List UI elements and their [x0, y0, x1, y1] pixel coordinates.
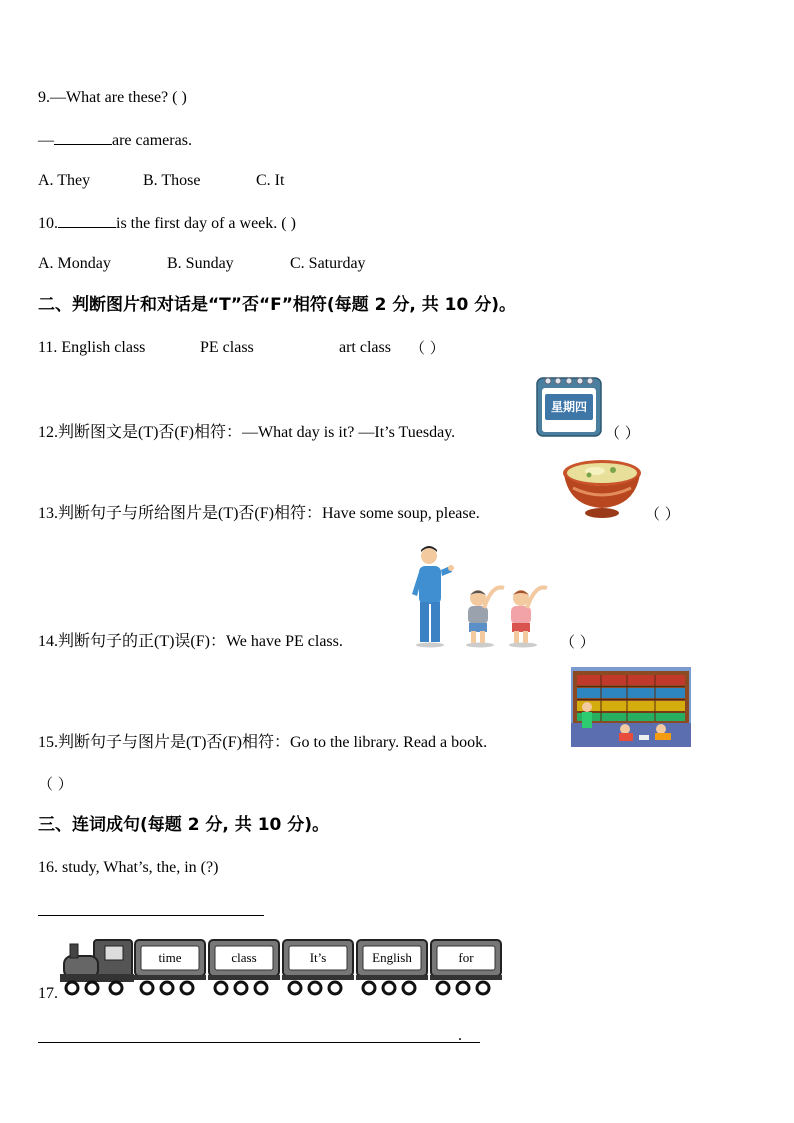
locomotive-icon	[60, 938, 134, 998]
q16-answer-line[interactable]	[38, 915, 264, 916]
car-word-for: for	[458, 950, 474, 965]
q9-answer-blank[interactable]	[54, 130, 112, 145]
q11-line	[38, 338, 145, 358]
q14-answer-paren[interactable]: （ ）	[560, 633, 595, 651]
soup-bowl-image	[561, 458, 643, 520]
q9-answer-prefix: —	[38, 132, 54, 149]
q9-answer-line	[38, 130, 192, 151]
q12-text: 12.判断图文是(T)否(F)相符：—What day is it? —It’s Tuesday.	[38, 424, 456, 441]
q9-option-a[interactable]: A. They	[38, 172, 91, 189]
q12-answer-paren[interactable]: （ ）	[605, 424, 640, 442]
train-car-3[interactable]	[282, 938, 354, 998]
q10-prefix: 10.	[38, 215, 58, 232]
q9-question: 9.—What are these? ( )	[38, 89, 187, 106]
section-3-title: 三、连词成句(每题 2 分, 共 10 分)。	[38, 815, 330, 835]
car-word-class: class	[231, 950, 257, 965]
q9-answer-suffix: are cameras.	[112, 132, 192, 149]
q11-item-pe: PE class	[200, 339, 254, 356]
q13-text: 13.判断句子与所给图片是(T)否(F)相符：Have some soup, please.	[38, 505, 480, 522]
q11-answer-paren[interactable]: （ ）	[410, 339, 445, 357]
car-word-its: It’s	[309, 950, 327, 965]
q11-item-art: art class	[339, 339, 391, 356]
q15-text: 15.判断句子与图片是(T)否(F)相符：Go to the library. Read a book.	[38, 734, 488, 751]
pe-class-image	[408, 544, 554, 648]
section-2-title: 二、判断图片和对话是“T”否“F”相符(每题 2 分, 共 10 分)。	[38, 295, 516, 315]
q10-answer-blank[interactable]	[58, 213, 116, 228]
q11-number: 11.	[38, 339, 58, 356]
train-car-1[interactable]	[134, 938, 206, 998]
train-car-2[interactable]	[208, 938, 280, 998]
q17-end-mark: .	[458, 1027, 462, 1044]
calendar-label: 星期四	[550, 400, 587, 414]
q14-text: 14.判断句子的正(T)误(F)：We have PE class.	[38, 633, 343, 650]
train-car-4[interactable]	[356, 938, 428, 998]
q10-option-a[interactable]: A. Monday	[38, 255, 111, 272]
q10-option-b[interactable]: B. Sunday	[167, 255, 234, 272]
q13-answer-paren[interactable]: （ ）	[645, 505, 680, 523]
q10-suffix: is the first day of a week. ( )	[116, 215, 296, 232]
train-car-5[interactable]	[430, 938, 502, 998]
calendar-image	[536, 372, 602, 438]
q16-text: 16. study, What’s, the, in (?)	[38, 859, 219, 876]
library-image	[571, 667, 691, 747]
q10-option-c[interactable]: C. Saturday	[290, 255, 366, 272]
car-word-time: time	[158, 950, 182, 965]
q9-option-c[interactable]: C. It	[256, 172, 285, 189]
q11-item-english: English class	[61, 339, 146, 356]
car-word-english: English	[372, 950, 412, 965]
q9-option-b[interactable]: B. Those	[143, 172, 201, 189]
q17-number: 17.	[38, 985, 58, 1002]
q17-answer-line[interactable]	[38, 1042, 480, 1043]
q10-question	[38, 213, 296, 234]
q15-answer-paren[interactable]: （ ）	[38, 775, 73, 793]
